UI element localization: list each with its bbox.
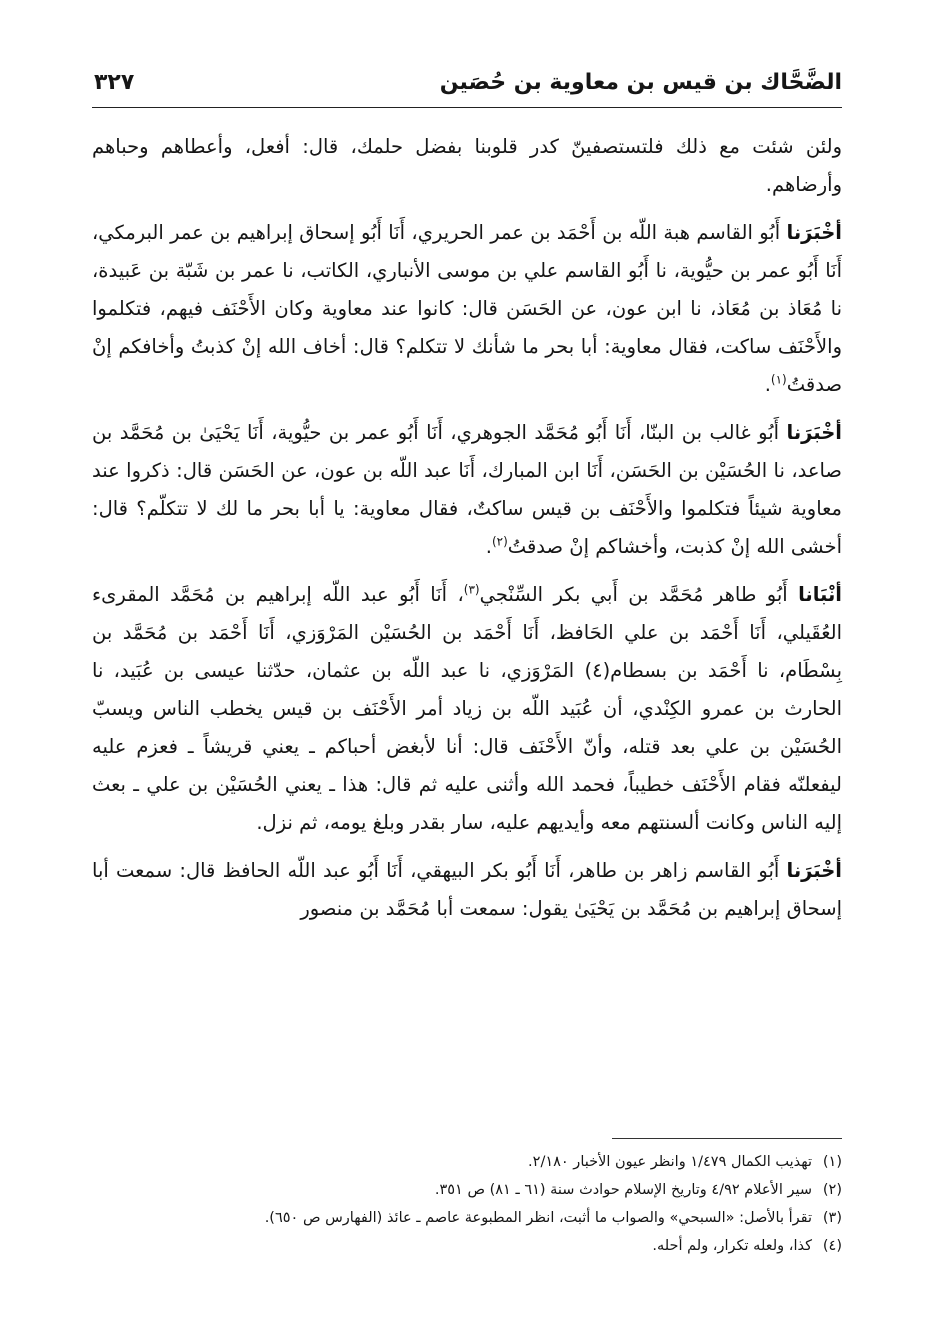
footnote-number: (٢) — [822, 1182, 842, 1198]
narration-lead-word: أخْبَرَنا — [786, 859, 842, 882]
footnote-divider — [612, 1138, 842, 1139]
footnote-number: (٣) — [822, 1210, 842, 1226]
paragraph-text: ولئن شئت مع ذلك فلتستصفينّ كدر قلوبنا بفضل حلمك، قال: أفعل، وأعطاهم وحباهم وأرضاهم. — [92, 135, 842, 196]
narration-lead-word: أخْبَرَنا — [786, 221, 842, 244]
paragraph-narration — [92, 576, 842, 842]
paragraph-narration — [92, 852, 842, 928]
footnote-ref[interactable]: (٢) — [491, 534, 508, 549]
footnote — [92, 1148, 842, 1176]
paragraph-narration — [92, 214, 842, 404]
footnote-text: كذا، ولعله تكرار، ولم أحله. — [652, 1238, 812, 1254]
running-header — [92, 64, 842, 104]
footnote — [92, 1176, 842, 1204]
footnotes — [92, 1148, 842, 1260]
footnote — [92, 1204, 842, 1232]
footnote-text: سير الأعلام ٤/٩٢ وتاريخ الإسلام حوادث سنة (٦١ ـ ٨١) ص ٣٥١. — [434, 1182, 812, 1198]
paragraph-tail: . — [485, 535, 492, 558]
narration-lead-word: أنْبَانا — [798, 583, 842, 606]
paragraph-continuation — [92, 128, 842, 204]
footnote-ref[interactable]: (٣) — [463, 582, 480, 597]
footnote-ref[interactable]: (١) — [770, 372, 787, 387]
footnote-text: تقرأ بالأصل: «السبحي» والصواب ما أثبت، انظر المطبوعة عاصم ـ عائذ (الفهارس ص ٦٥٠). — [264, 1210, 812, 1226]
paragraph-tail: . — [764, 373, 771, 396]
footnote — [92, 1232, 842, 1260]
paragraph-text: أَبُو غالب بن البنّا، أَنَا أَبُو مُحَمَّد الجوهري، أَنَا أَبُو عمر بن حيُّوية، أَنَا يَحْيَىٰ بن مُحَمَّد بن صاعد، نا الحُسَيْن بن الحَسَن، أَنَا ابن المبارك، أَنَا عبد اللّه بن عون، عن الحَسَن قال: ذكروا عند معاوية شيئاً فتكلموا والأَحْنَف بن قيس ساكتٌ، فقال معاوية: يا أبا بحر ما لك لا تتكلّم؟ قال: أخشى الله إنْ كذبت، وأخشاكم إنْ صدقتُ — [92, 421, 842, 558]
book-page — [92, 0, 842, 1335]
footnote-number: (١) — [822, 1154, 842, 1170]
header-title: الضَّحَّاك بن قيس بن معاوية بن حُصَين — [439, 70, 842, 95]
paragraph-text: أَبُو القاسم زاهر بن طاهر، أَنَا أَبُو بكر البيهقي، أَنَا أَبُو عبد اللّه الحافظ قال: سمعت أبا إسحاق إبراهيم بن مُحَمَّد بن يَحْيَىٰ يقول: سمعت أبا مُحَمَّد بن منصور — [92, 859, 842, 920]
footnote-text: تهذيب الكمال ١/٤٧٩ وانظر عيون الأخبار ٢/١٨٠. — [528, 1154, 812, 1170]
paragraph-narration — [92, 414, 842, 566]
footnote-number: (٤) — [822, 1238, 842, 1254]
paragraph-text: أَبُو طاهر مُحَمَّد بن أَبي بكر السِّنْجي — [479, 583, 799, 606]
page-number: ٣٢٧ — [94, 70, 135, 95]
main-text — [92, 128, 842, 938]
paragraph-text: أَبُو القاسم هبة اللّه بن أَحْمَد بن عمر الحريري، أَنَا أَبُو إسحاق إبراهيم بن عمر البرمكي، أَنَا أَبُو عمر بن حيُّوية، نا أَبُو القاسم علي بن موسى الأنباري، الكاتب، نا عمر بن شَبّة بن عَبيدة، نا مُعَاذ بن مُعَاذ، نا ابن عون، عن الحَسَن قال: كانوا عند معاوية وكان الأَحْنَف فيهم، فتكلموا والأَحْنَف ساكت، فقال معاوية: أبا بحر ما شأنك لا تتكلم؟ قال: أخاف الله إنْ كذبتُ وأخافكم إنْ صدقتُ — [92, 221, 842, 396]
paragraph-tail: ، أَنَا أَبُو عبد اللّه إبراهيم بن مُحَمَّد المقرىء العُقَيلي، أَنَا أَحْمَد بن علي الحَافظ، أَنَا أَحْمَد بن الحُسَيْن المَرْوَزي، أَنَا أَحْمَد بن مُحَمَّد بن بِسْطَام، نا أَحْمَد بن بسطام(٤) المَرْوَزي، نا عبد اللّه بن عثمان، حدّثنا عيسى بن عُبَيد، نا الحارث بن عمرو الكِنْدي، أن عُبَيد اللّه بن زياد أمر الأَحْنَف بن قيس يخطب الناس ويسبّ الحُسَيْن بن علي بعد قتله، وأنّ الأَحْنَف قال: أنا لأبغض أحباكم ـ يعني قريشاً ـ فعزم عليه ليفعلنّه فقام الأَحْنَف خطيباً، فحمد الله وأثنى عليه ثم قال: هذا ـ يعني الحُسَيْن بن علي ـ بعث إليه الناس وكانت ألسنتهم معه وأيديهم عليه، سار بقدر وبلغ يومه، ثم نزل. — [92, 583, 843, 834]
narration-lead-word: أخْبَرَنا — [786, 421, 842, 444]
header-divider — [92, 107, 842, 108]
